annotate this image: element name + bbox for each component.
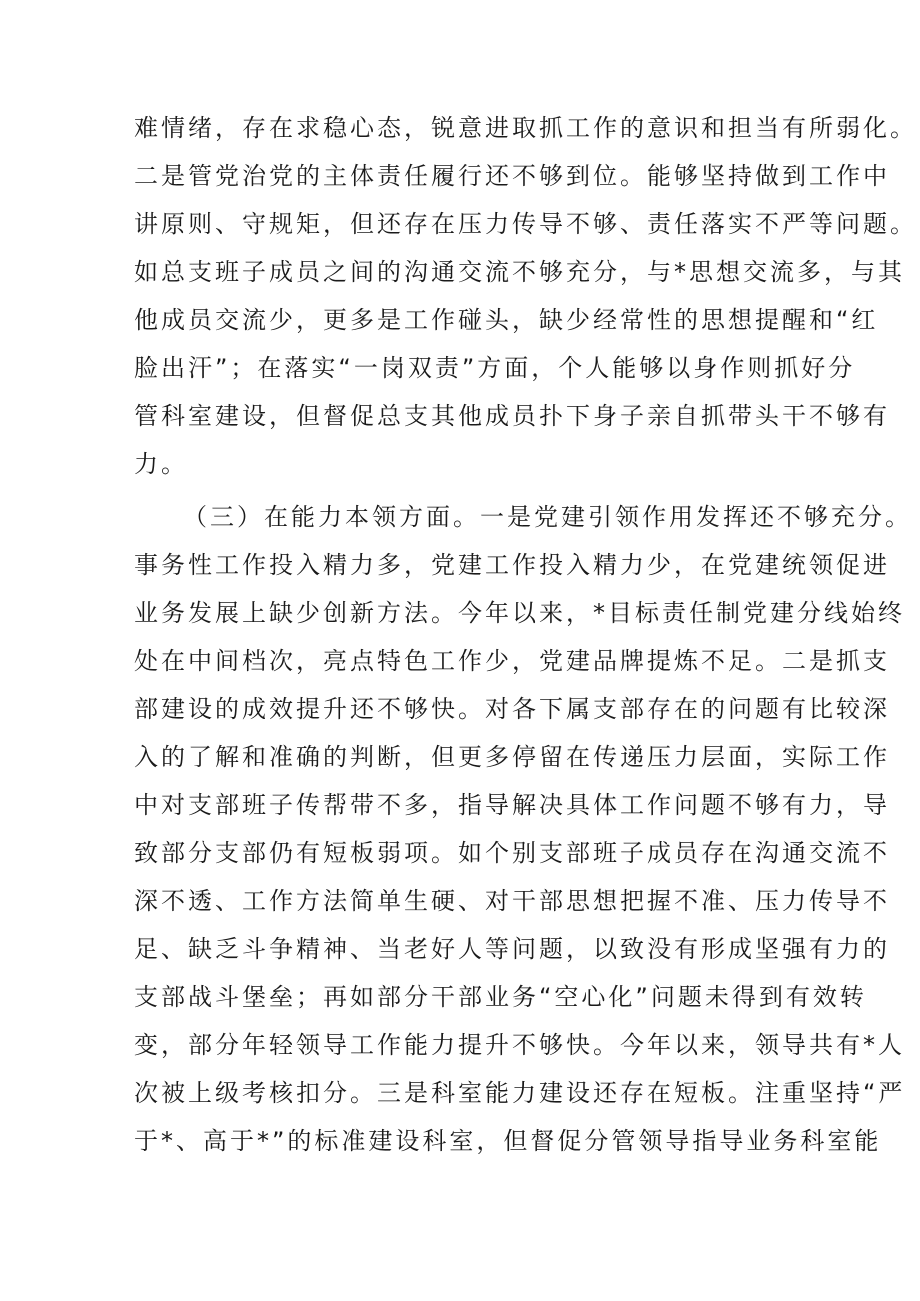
text-line: 如总支班子成员之间的沟通交流不够充分，与*思想交流多，与其 xyxy=(134,258,905,286)
text-line: 深不透、工作方法简单生硬、对干部思想把握不准、压力传导不 xyxy=(134,887,890,915)
text-line: 于*、高于*”的标准建设科室，但督促分管领导指导业务科室能 xyxy=(134,1127,882,1155)
text-line: 中对支部班子传帮带不多，指导解决具体工作问题不够有力，导 xyxy=(134,791,890,819)
text-line: 支部战斗堡垒；再如部分干部业务“空心化”问题未得到有效转 xyxy=(134,983,867,1011)
text-line: 处在中间档次，亮点特色工作少，党建品牌提炼不足。二是抓支 xyxy=(134,647,890,675)
text-line: 讲原则、守规矩，但还存在压力传导不够、责任落实不严等问题。 xyxy=(134,210,917,238)
section-heading-line: （三）在能力本领方面。一是党建引领作用发挥还不够充分。 xyxy=(183,503,912,531)
text-line: 管科室建设，但督促总支其他成员扑下身子亲自抓带头干不够有 xyxy=(134,402,890,430)
text-line: 难情绪，存在求稳心态，锐意进取抓工作的意识和担当有所弱化。 xyxy=(134,114,917,142)
text-line: 部建设的成效提升还不够快。对各下属支部存在的问题有比较深 xyxy=(134,695,890,723)
text-line: 致部分支部仍有短板弱项。如个别支部班子成员存在沟通交流不 xyxy=(134,839,890,867)
text-line: 脸出汗”；在落实“一岗双责”方面，个人能够以身作则抓好分 xyxy=(134,354,856,382)
text-line: 变，部分年轻领导工作能力提升不够快。今年以来，领导共有*人 xyxy=(134,1031,905,1059)
text-line: 足、缺乏斗争精神、当老好人等问题，以致没有形成坚强有力的 xyxy=(134,935,890,963)
text-line: 入的了解和准确的判断，但更多停留在传递压力层面，实际工作 xyxy=(134,743,890,771)
text-line: 他成员交流少，更多是工作碰头，缺少经常性的思想提醒和“红 xyxy=(134,306,879,334)
text-line: 业务发展上缺少创新方法。今年以来，*目标责任制党建分线始终 xyxy=(134,599,905,627)
text-line: 次被上级考核扣分。三是科室能力建设还存在短板。注重坚持“严 xyxy=(134,1079,906,1107)
text-line: 事务性工作投入精力多，党建工作投入精力少，在党建统领促进 xyxy=(134,551,890,579)
text-line: 二是管党治党的主体责任履行还不够到位。能够坚持做到工作中 xyxy=(134,162,890,190)
text-line: 力。 xyxy=(134,450,188,478)
